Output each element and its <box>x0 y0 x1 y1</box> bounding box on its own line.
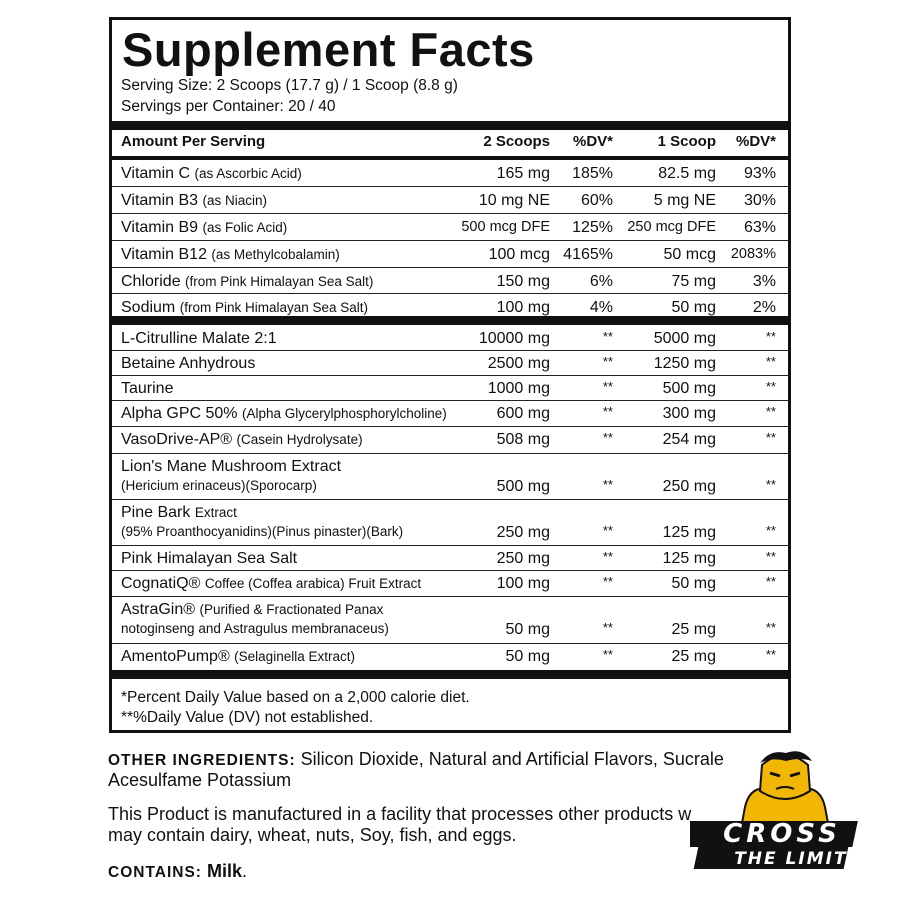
ingredient-name <box>121 379 173 398</box>
amount-2-scoops: 50 mg <box>505 648 550 665</box>
other-ingredients-line1: Silicon Dioxide, Natural and Artificial Flavors, Sucrale <box>300 749 724 769</box>
ingredient-main: CognatiQ® <box>121 575 205 592</box>
ingredient-main: AstraGin® <box>121 601 200 618</box>
panel-title: Supplement Facts <box>122 23 535 76</box>
nutrient-main: Sodium <box>121 299 180 316</box>
dv-1-scoop: ** <box>765 523 776 538</box>
amount-2-scoops: 600 mg <box>496 405 550 422</box>
ingredient-row <box>112 427 788 454</box>
amount-1-scoop: 250 mcg DFE <box>627 219 716 235</box>
amount-2-scoops: 250 mg <box>496 524 550 541</box>
nutrient-main: Vitamin B3 <box>121 192 203 209</box>
logo-line1: CROSS <box>723 819 841 849</box>
dv-1-scoop: ** <box>765 329 776 344</box>
dv-1-scoop: 93% <box>743 165 776 182</box>
ingredient-row <box>112 546 788 571</box>
contains <box>108 861 247 883</box>
cross-the-limits-logo <box>690 745 880 873</box>
ingredient-name <box>121 574 421 593</box>
amount-2-scoops: 165 mg <box>496 165 550 182</box>
nutrient-name <box>121 245 340 264</box>
nutrient-name <box>121 272 373 291</box>
contains-label: CONTAINS: <box>108 864 202 881</box>
nutrient-name <box>121 298 368 317</box>
nutrient-source: (as Niacin) <box>202 193 268 208</box>
ingredient-name <box>121 549 297 568</box>
dv-2-scoops: ** <box>602 620 613 635</box>
nutrient-name <box>121 191 267 210</box>
amount-1-scoop: 25 mg <box>671 648 716 665</box>
amount-1-scoop: 50 mcg <box>663 246 716 263</box>
ingredient-main: Lion's Mane Mushroom Extract <box>121 458 342 475</box>
nutrient-main: Vitamin B9 <box>121 219 203 236</box>
vitamin-row <box>112 160 788 187</box>
ingredient-main: AmentoPump® <box>121 648 235 665</box>
ingredient-row <box>112 401 788 427</box>
dv-2-scoops: 4165% <box>563 246 613 263</box>
nutrient-source: (as Ascorbic Acid) <box>194 166 302 181</box>
dv-2-scoops: 60% <box>580 192 613 209</box>
vitamin-row <box>112 241 788 268</box>
vitamin-row <box>112 268 788 294</box>
dv-1-scoop: 3% <box>752 273 776 290</box>
footnote-not-established: **%Daily Value (DV) not established. <box>121 709 374 726</box>
dv-1-scoop: ** <box>765 354 776 369</box>
ingredient-detail: Extract <box>194 505 237 520</box>
facility-line2: may contain dairy, wheat, nuts, Soy, fish, and eggs. <box>108 825 517 845</box>
ingredient-main: Pink Himalayan Sea Salt <box>121 550 298 567</box>
nutrient-main: Vitamin B12 <box>121 246 212 263</box>
amount-1-scoop: 125 mg <box>662 550 716 567</box>
facility-line1: This Product is manufactured in a facility that processes other products w <box>108 804 692 824</box>
amount-1-scoop: 5000 mg <box>653 330 716 347</box>
amount-1-scoop: 254 mg <box>662 431 716 448</box>
dv-2-scoops: ** <box>602 574 613 589</box>
ingredient-main: L-Citrulline Malate 2:1 <box>121 330 277 347</box>
amount-1-scoop: 50 mg <box>671 575 716 592</box>
amount-1-scoop: 1250 mg <box>653 355 716 372</box>
dv-2-scoops: 6% <box>589 273 613 290</box>
header-amount: Amount Per Serving <box>121 133 266 150</box>
nutrient-source: (as Folic Acid) <box>202 220 288 235</box>
ingredient-name <box>121 600 383 619</box>
divider-thick-2 <box>112 316 788 325</box>
other-ingredients-label: OTHER INGREDIENTS: <box>108 752 296 769</box>
nutrient-main: Chloride <box>121 273 186 290</box>
header-col-2scoops: 2 Scoops <box>483 133 550 150</box>
ingredient-detail-line2: (95% Proanthocyanidins)(Pinus pinaster)(Bark) <box>121 524 404 539</box>
supplement-facts-panel <box>109 17 791 733</box>
nutrient-main: Vitamin C <box>121 165 195 182</box>
amount-2-scoops: 10 mg NE <box>478 192 550 209</box>
ingredient-name <box>121 430 363 449</box>
ingredient-main: VasoDrive-AP® <box>121 431 237 448</box>
dv-2-scoops: ** <box>602 549 613 564</box>
ingredient-row <box>112 351 788 376</box>
logo-line2: THE LIMITS <box>734 849 862 869</box>
dv-1-scoop: 30% <box>743 192 776 209</box>
dv-1-scoop: ** <box>765 647 776 662</box>
nutrient-name <box>121 218 287 237</box>
nutrient-name <box>121 164 302 183</box>
nutrient-source: (from Pink Himalayan Sea Salt) <box>185 274 374 289</box>
vitamin-row <box>112 214 788 241</box>
ingredient-main: Taurine <box>121 380 174 397</box>
dv-2-scoops: ** <box>602 379 613 394</box>
ingredient-detail-line2: (Hericium erinaceus)(Sporocarp) <box>121 478 317 493</box>
amount-2-scoops: 508 mg <box>496 431 550 448</box>
ingredient-main: Alpha GPC 50% <box>121 405 242 422</box>
amount-1-scoop: 5 mg NE <box>653 192 716 209</box>
amount-2-scoops: 500 mg <box>496 478 550 495</box>
amount-2-scoops: 100 mg <box>496 575 550 592</box>
nutrient-source: (from Pink Himalayan Sea Salt) <box>179 300 369 315</box>
ingredient-detail: Coffee (Coffea arabica) Fruit Extract <box>204 576 422 591</box>
ingredient-name <box>121 354 255 373</box>
ingredient-name <box>121 457 341 476</box>
amount-2-scoops: 100 mcg <box>488 246 550 263</box>
vitamin-row <box>112 187 788 214</box>
other-ingredients <box>108 749 724 771</box>
amount-2-scoops: 100 mg <box>496 299 550 316</box>
serving-size: Serving Size: 2 Scoops (17.7 g) / 1 Scoop (8.8 g) <box>121 77 458 94</box>
ingredient-row <box>112 644 788 670</box>
dv-2-scoops: ** <box>602 477 613 492</box>
ingredient-name <box>121 404 447 423</box>
dv-2-scoops: 4% <box>589 299 613 316</box>
ingredient-row <box>112 326 788 351</box>
ingredient-detail-line2: notoginseng and Astragulus membranaceus) <box>121 621 389 636</box>
dv-1-scoop: ** <box>765 477 776 492</box>
logo-text-block <box>690 819 862 869</box>
amount-2-scoops: 250 mg <box>496 550 550 567</box>
divider-thick <box>112 121 788 130</box>
dv-1-scoop: ** <box>765 574 776 589</box>
amount-1-scoop: 82.5 mg <box>658 165 716 182</box>
dv-2-scoops: ** <box>602 354 613 369</box>
header-col-dv2: %DV* <box>572 133 613 150</box>
contains-value: Milk <box>206 861 242 881</box>
ingredient-name <box>121 329 277 348</box>
mascot-icon <box>742 751 828 823</box>
amount-1-scoop: 125 mg <box>662 524 716 541</box>
vitamin-row <box>112 294 788 316</box>
other-ingredients-line2: Acesulfame Potassium <box>108 770 292 790</box>
ingredient-name <box>121 503 237 522</box>
dv-2-scoops: 125% <box>572 219 613 236</box>
amount-2-scoops: 2500 mg <box>487 355 550 372</box>
dv-1-scoop: ** <box>765 379 776 394</box>
ingredient-detail: (Alpha Glycerylphosphorylcholine) <box>241 406 447 421</box>
dv-2-scoops: ** <box>602 329 613 344</box>
amount-2-scoops: 10000 mg <box>478 330 550 347</box>
amount-1-scoop: 500 mg <box>662 380 716 397</box>
dv-1-scoop: 63% <box>743 219 776 236</box>
dv-1-scoop: ** <box>765 430 776 445</box>
ingredient-detail: (Purified & Fractionated Panax <box>199 602 384 617</box>
ingredient-name <box>121 647 355 666</box>
dv-2-scoops: ** <box>602 404 613 419</box>
dv-2-scoops: ** <box>602 430 613 445</box>
dv-1-scoop: ** <box>765 404 776 419</box>
dv-2-scoops: ** <box>602 523 613 538</box>
ingredient-row <box>112 500 788 546</box>
servings-per-container: Servings per Container: 20 / 40 <box>121 98 336 115</box>
contains-suffix: . <box>242 861 248 881</box>
amount-2-scoops: 1000 mg <box>487 380 550 397</box>
amount-1-scoop: 300 mg <box>662 405 716 422</box>
dv-2-scoops: ** <box>602 647 613 662</box>
ingredient-row <box>112 454 788 500</box>
ingredient-main: Betaine Anhydrous <box>121 355 256 372</box>
header-col-dv1: %DV* <box>735 133 776 150</box>
dv-1-scoop: 2% <box>752 299 776 316</box>
amount-1-scoop: 25 mg <box>671 621 716 638</box>
footnote-dv: *Percent Daily Value based on a 2,000 calorie diet. <box>121 689 470 706</box>
ingredient-detail: (Selaginella Extract) <box>234 649 355 664</box>
header-col-1scoop: 1 Scoop <box>657 133 716 150</box>
amount-1-scoop: 50 mg <box>671 299 716 316</box>
ingredient-detail: (Casein Hydrolysate) <box>236 432 363 447</box>
divider-thick-3 <box>112 670 788 679</box>
amount-1-scoop: 75 mg <box>671 273 716 290</box>
amount-2-scoops: 50 mg <box>505 621 550 638</box>
dv-1-scoop: 2083% <box>730 246 776 262</box>
ingredient-row <box>112 571 788 597</box>
ingredient-row <box>112 597 788 644</box>
dv-1-scoop: ** <box>765 549 776 564</box>
amount-1-scoop: 250 mg <box>662 478 716 495</box>
ingredient-row <box>112 376 788 401</box>
amount-2-scoops: 500 mcg DFE <box>461 219 550 235</box>
nutrient-source: (as Methylcobalamin) <box>211 247 340 262</box>
ingredient-main: Pine Bark <box>121 504 195 521</box>
dv-1-scoop: ** <box>765 620 776 635</box>
dv-2-scoops: 185% <box>572 165 613 182</box>
amount-2-scoops: 150 mg <box>496 273 550 290</box>
